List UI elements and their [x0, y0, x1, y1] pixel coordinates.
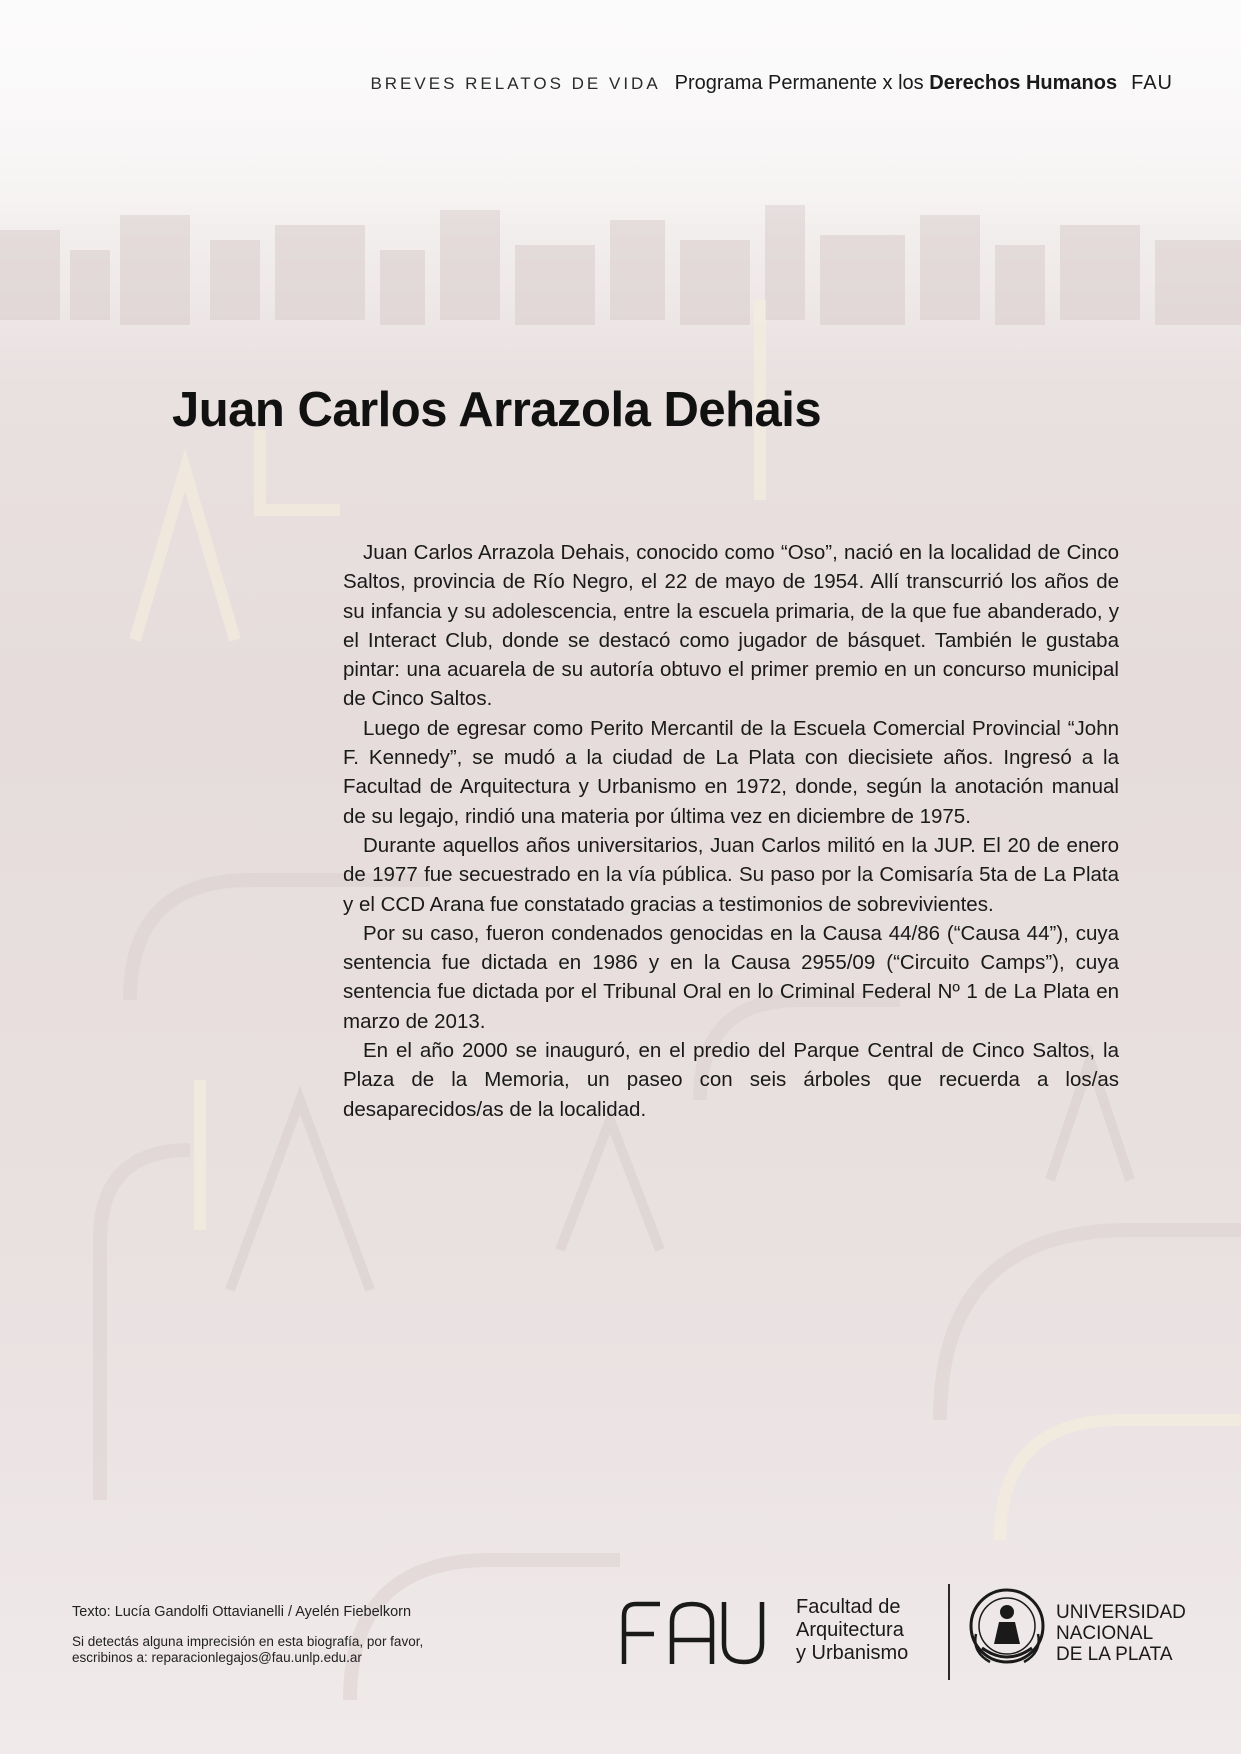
university-name — [1056, 1602, 1196, 1665]
correction-note: Si detectás alguna imprecisión en esta biografía, por favor, escribinos a: reparacionlegajos@fau.unlp.edu.ar — [72, 1634, 424, 1665]
faculty-line: Arquitectura — [796, 1619, 904, 1641]
university-line: UNIVERSIDAD — [1056, 1602, 1186, 1623]
biography-text — [343, 538, 1119, 1124]
logo-divider — [948, 1584, 950, 1680]
program-name — [675, 72, 1117, 95]
fau-logo — [620, 1600, 766, 1666]
header-fau: FAU — [1131, 72, 1173, 94]
header — [370, 72, 1173, 102]
faculty-name — [796, 1596, 956, 1665]
program-bold: Derechos Humanos — [929, 72, 1118, 94]
program-prefix: Programa Permanente x los — [674, 72, 924, 94]
page-title: Juan Carlos Arrazola Dehais — [172, 383, 822, 437]
paragraph: Luego de egresar como Perito Mercantil de la Escuela Comercial Provincial “John F. Kennedy”, se mudó a la ciudad de La Plata con diecisiete años. Ingresó a la Facultad de Arquitectura y Urbanismo en 1972, donde, según la anotación manual de su legajo, rindió una materia por última vez en diciembre de 1975. — [343, 716, 1119, 828]
university-line: DE LA PLATA — [1056, 1644, 1173, 1665]
paragraph: Durante aquellos años universitarios, Juan Carlos militó en la JUP. El 20 de enero de 1977 fue secuestrado en la vía pública. Su paso por la Comisaría 5ta de La Plata y el CCD Arana fue constatado gracias a testimonios de sobrevivientes. — [343, 833, 1119, 916]
credits — [72, 1604, 492, 1666]
author-credit: Texto: Lucía Gandolfi Ottavianelli / Ayelén Fiebelkorn — [72, 1604, 412, 1620]
faculty-line: y Urbanismo — [796, 1642, 909, 1664]
paragraph: En el año 2000 se inauguró, en el predio del Parque Central de Cinco Saltos, la Plaza de la Memoria, un paseo con seis árboles que recuerda a los/as desaparecidos/as de la localidad. — [343, 1039, 1119, 1121]
university-seal-icon — [966, 1586, 1048, 1672]
university-line: NACIONAL — [1056, 1623, 1154, 1644]
faculty-line: Facultad de — [796, 1596, 901, 1618]
paragraph: Por su caso, fueron condenados genocidas en la Causa 44/86 (“Causa 44”), cuya sentencia fue dictada en 1986 y en la Causa 2955/09 (“Circuito Camps”), cuya sentencia fue dictada por el Tribunal Oral en lo Criminal Federal Nº 1 de La Plata en marzo de 2013. — [343, 921, 1119, 1033]
institution-logos — [620, 1582, 1186, 1682]
series-name: BREVES RELATOS DE VIDA — [370, 74, 661, 93]
paragraph: Juan Carlos Arrazola Dehais, conocido como “Oso”, nació en la localidad de Cinco Saltos, provincia de Río Negro, el 22 de mayo de 1954. Allí transcurrió los años de su infancia y su adolescencia, entre la escuela primaria, de la que fue abanderado, y el Interact Club, donde se destacó como jugador de básquet. También le gustaba pintar: una acuarela de su autoría obtuvo el primer premio en un concurso municipal de Cinco Saltos. — [343, 541, 1119, 711]
